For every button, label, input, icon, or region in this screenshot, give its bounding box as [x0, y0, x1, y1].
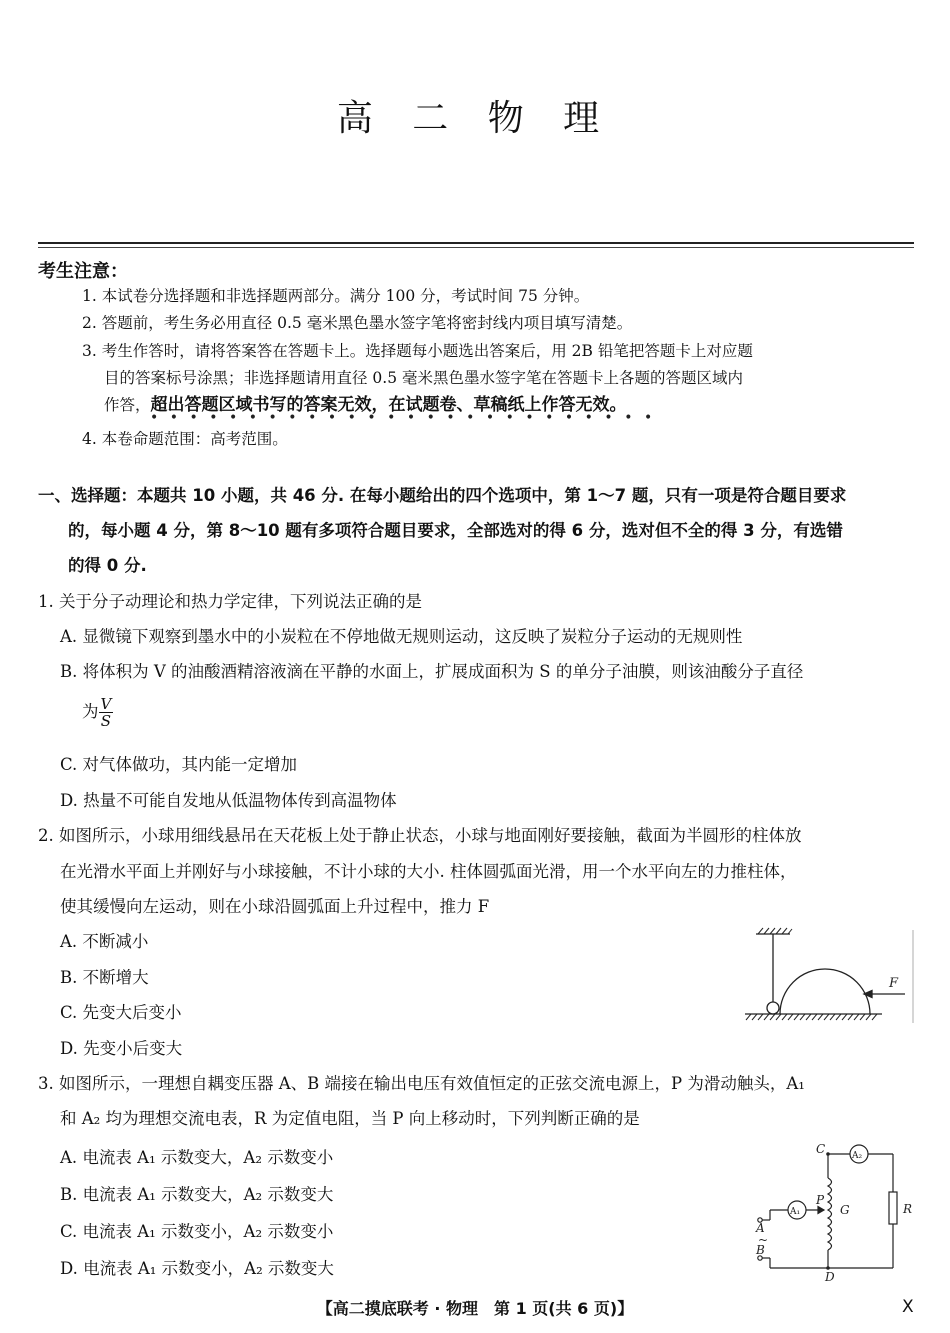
q2-option-d: D. 先变小后变大: [60, 1039, 183, 1058]
ground-hatch: [746, 1014, 877, 1020]
node-c: [826, 1152, 830, 1156]
half-cylinder: [780, 969, 870, 1014]
transformer-coil: [828, 1178, 832, 1250]
force-arrowhead: [864, 991, 872, 998]
q2-stem-line-2: 在光滑水平面上并刚好与小球接触，不计小球的大小. 柱体圆弧面光滑，用一个水平向左的力推柱体，: [60, 862, 797, 881]
label-tilde: ~: [758, 1233, 769, 1247]
corner-mark: X: [902, 1297, 914, 1317]
q2-stem-line-3: 使其缓慢向左运动，则在小球沿圆弧面上升过程中，推力 F: [60, 897, 490, 916]
notice-item-2: 2. 答题前，考生务必用直径 0.5 毫米黑色墨水签字笔将密封线内项目填写清楚。: [82, 314, 633, 332]
q2-option-a: A. 不断减小: [60, 932, 149, 951]
label-a1: A₁: [790, 1207, 801, 1217]
section-1-line-1: 一、选择题：本题共 10 小题，共 46 分. 在每小题给出的四个选项中，第 1～7 题，只有一项是符合题目要求: [38, 486, 847, 505]
page-footer: 【高二摸底联考 · 物理 第 1 页(共 6 页)】: [316, 1299, 634, 1318]
q2-option-c: C. 先变大后变小: [60, 1003, 182, 1022]
q1-option-b: B. 将体积为 V 的油酸酒精溶液滴在平静的水面上，扩展成面积为 S 的单分子油膜，则该油酸分子直径: [60, 662, 804, 681]
label-r: R: [903, 1202, 913, 1216]
fraction-v-over-s: [99, 696, 114, 729]
ceiling-hatch: [758, 928, 792, 934]
notice-item-1: 1. 本试卷分选择题和非选择题两部分。满分 100 分，考试时间 75 分钟。: [82, 287, 590, 305]
q3-option-a: A. 电流表 A₁ 示数变大，A₂ 示数变小: [60, 1148, 334, 1167]
label-a2: A₂: [852, 1151, 863, 1161]
header-rule-thin: [38, 247, 914, 248]
q2-stem-line-1: 2. 如图所示，小球用细线悬吊在天花板上处于静止状态，小球与地面刚好要接触，截面为半圆形的柱体放: [38, 826, 802, 845]
label-b: B: [756, 1243, 765, 1257]
q2-figure: [740, 925, 916, 1027]
q3-stem-line-2: 和 A₂ 均为理想交流电表，R 为定值电阻，当 P 向上移动时，下列判断正确的是: [60, 1109, 640, 1128]
q3-option-c: C. 电流表 A₁ 示数变小，A₂ 示数变小: [60, 1222, 334, 1241]
emphasis-dots: ••••••••••••••••••••••••••: [150, 410, 664, 426]
force-label: F: [889, 976, 899, 991]
label-c: C: [816, 1142, 826, 1156]
page-title: 高 二 物 理: [336, 98, 614, 139]
q2-option-b: B. 不断增大: [60, 968, 149, 987]
notice-item-4: 4. 本卷命题范围：高考范围。: [82, 430, 288, 448]
q1-stem: 1. 关于分子动理论和热力学定律，下列说法正确的是: [38, 592, 422, 611]
q3-option-d: D. 电流表 A₁ 示数变小，A₂ 示数变大: [60, 1259, 334, 1278]
header-rule-thick: [38, 242, 914, 244]
notice-emphasis: 超出答题区域书写的答案无效，在试题卷、草稿纸上作答无效。: [150, 395, 627, 415]
section-1-line-3: 的得 0 分.: [68, 556, 147, 575]
fraction-numerator: V: [100, 695, 112, 713]
slider-arrowhead: [818, 1207, 824, 1214]
q3-stem-line-1: 3. 如图所示，一理想自耦变压器 A、B 端接在输出电压有效值恒定的正弦交流电源上，P 为滑动触头，A₁: [38, 1074, 805, 1093]
q3-option-b: B. 电流表 A₁ 示数变大，A₂ 示数变大: [60, 1185, 334, 1204]
label-p: P: [816, 1193, 825, 1207]
q3-figure: [748, 1140, 920, 1286]
resistor-r: [889, 1192, 897, 1224]
q1-option-b-line-2: [82, 696, 113, 729]
q1-option-a: A. 显微镜下观察到墨水中的小炭粒在不停地做无规则运动，这反映了炭粒分子运动的无规则性: [60, 627, 743, 646]
label-g: G: [840, 1203, 850, 1217]
section-1-line-2: 的，每小题 4 分，第 8～10 题有多项符合题目要求，全部选对的得 6 分，选对但不全的得 3 分，有选错: [68, 521, 843, 540]
label-d: D: [825, 1270, 835, 1284]
q1-option-c: C. 对气体做功，其内能一定增加: [60, 755, 298, 774]
notice-item-3-line-2: 目的答案标号涂黑；非选择题请用直径 0.5 毫米黑色墨水签字笔在答题卡上各题的答题区域内: [104, 369, 744, 387]
notice-heading: 考生注意：: [38, 261, 128, 282]
q1-option-d: D. 热量不可能自发地从低温物体传到高温物体: [60, 791, 397, 810]
fraction-denominator: S: [100, 712, 112, 730]
notice-item-3-line-1: 3. 考生作答时，请将答案答在答题卡上。选择题每小题选出答案后，用 2B 铅笔把答题卡上对应题: [82, 342, 753, 360]
q1-option-b-prefix: 为: [82, 702, 99, 721]
notice-item-3-prefix: 作答，: [104, 396, 151, 414]
ball: [767, 1002, 779, 1014]
label-a: A: [756, 1221, 765, 1235]
